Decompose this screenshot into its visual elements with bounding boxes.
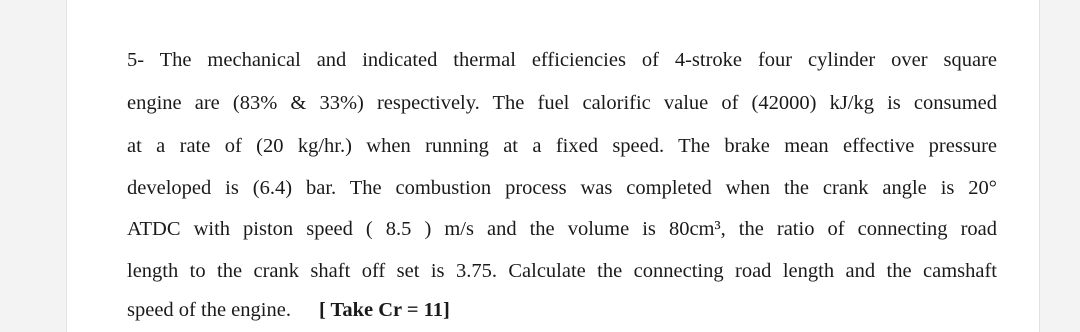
question-line-1: 5- The mechanical and indicated thermal efficiencies of 4-stroke four cylinder over square (127, 49, 997, 71)
question-line-2: engine are (83% & 33%) respectively. The fuel calorific value of (42000) kJ/kg is consumed (127, 92, 997, 114)
document-page (66, 0, 1040, 332)
question-line-5: ATDC with piston speed ( 8.5 ) m/s and the volume is 80cm³, the ratio of connecting road (127, 218, 997, 240)
given-note: [ Take Cr = 11] (318, 299, 450, 321)
question-line-4: developed is (6.4) bar. The combustion process was completed when the crank angle is 20° (127, 177, 997, 199)
question-line-7 (127, 300, 997, 321)
question-line-6: length to the crank shaft off set is 3.75. Calculate the connecting road length and the camshaft (127, 260, 997, 282)
question-line-3: at a rate of (20 kg/hr.) when running at a fixed speed. The brake mean effective pressure (127, 135, 997, 157)
question-last-line: speed of the engine. (127, 299, 291, 321)
